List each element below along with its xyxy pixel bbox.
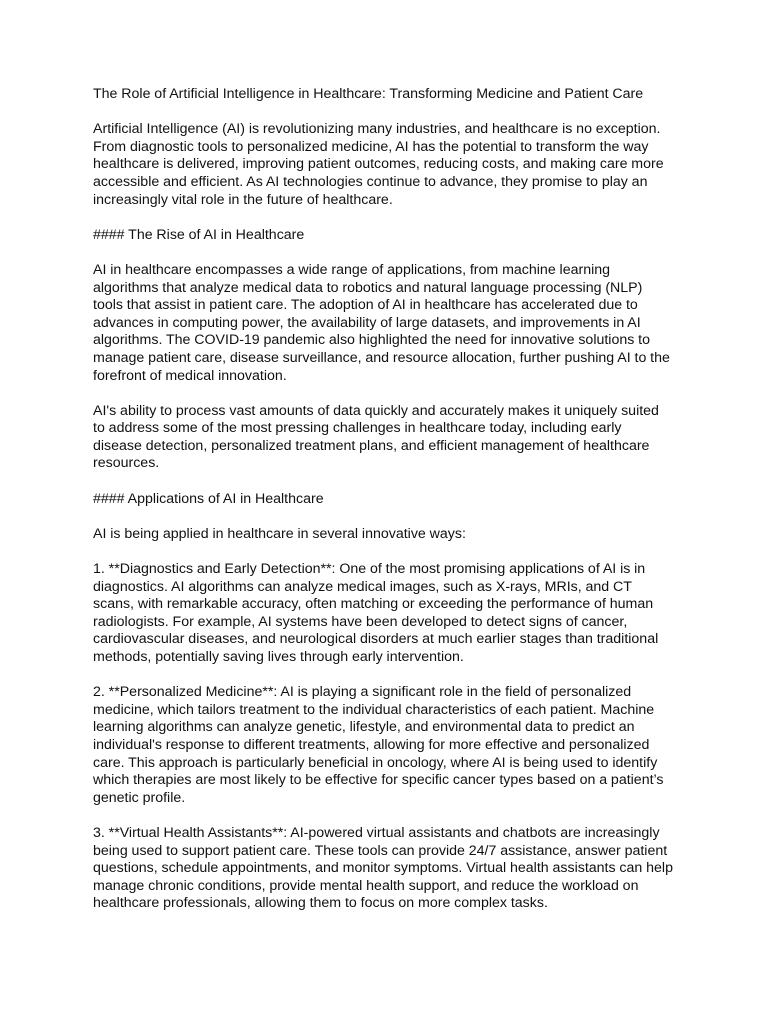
text-line: algorithms. The COVID-19 pandemic also highlighted the need for innovative solutions to bbox=[93, 332, 650, 349]
text-line: forefront of medical innovation. bbox=[93, 367, 287, 384]
paragraph bbox=[93, 526, 693, 544]
text-line: methods, potentially saving lives through early intervention. bbox=[93, 649, 464, 665]
text-line: accessible and efficient. As AI technologies continue to advance, they promise to play an bbox=[93, 173, 648, 190]
text-line: 1. **Diagnostics and Early Detection**: One of the most promising applications of AI is in bbox=[93, 561, 646, 578]
text-line: healthcare professionals, allowing them to focus on more complex tasks. bbox=[93, 895, 548, 912]
section-heading bbox=[93, 227, 693, 245]
text-line: AI is being applied in healthcare in several innovative ways: bbox=[93, 525, 466, 542]
text-line: learning algorithms can analyze genetic, lifestyle, and environmental data to predict an bbox=[93, 719, 635, 736]
text-line: scans, with remarkable accuracy, often matching or exceeding the performance of human bbox=[93, 596, 654, 613]
section-heading bbox=[93, 491, 693, 509]
text-line: advances in computing power, the availability of large datasets, and improvements in AI bbox=[93, 314, 641, 331]
document-title bbox=[93, 86, 693, 104]
text-line: healthcare is delivered, improving patient outcomes, reducing costs, and making care more bbox=[93, 156, 664, 173]
text-line: radiologists. For example, AI systems have been developed to detect signs of cancer, bbox=[93, 613, 628, 630]
text-line: resources. bbox=[93, 455, 160, 472]
text-line: disease detection, personalized treatment plans, and efficient management of healthcare bbox=[93, 437, 650, 454]
text-line: tools that assist in patient care. The adoption of AI in healthcare has accelerated due to bbox=[93, 297, 638, 314]
document-body bbox=[93, 86, 693, 913]
text-line: The Role of Artificial Intelligence in Healthcare: Transforming Medicine and Patient Care bbox=[93, 86, 644, 102]
text-line: cardiovascular diseases, and neurological disorders at much earlier stages than traditional bbox=[93, 631, 659, 648]
text-line: algorithms that analyze medical data to robotics and natural language processing (NLP) bbox=[93, 279, 643, 296]
text-line: increasingly vital role in the future of healthcare. bbox=[93, 191, 393, 208]
list-item bbox=[93, 825, 693, 913]
text-line: AI in healthcare encompasses a wide range of applications, from machine learning bbox=[93, 261, 611, 278]
text-line: manage patient care, disease surveillance, and resource allocation, further pushing AI to the bbox=[93, 349, 670, 366]
paragraph bbox=[93, 121, 693, 209]
text-line: questions, schedule appointments, and monitor symptoms. Virtual health assistants can help bbox=[93, 860, 673, 877]
paragraph bbox=[93, 403, 693, 473]
text-line: care. This approach is particularly beneficial in oncology, where AI is being used to identify bbox=[93, 754, 658, 771]
text-line: being used to support patient care. These tools can provide 24/7 assistance, answer patient bbox=[93, 842, 668, 859]
text-line: which therapies are most likely to be effective for specific cancer types based on a patient’s bbox=[93, 772, 664, 789]
text-line: From diagnostic tools to personalized medicine, AI has the potential to transform the way bbox=[93, 138, 649, 155]
text-line: individual's response to different treatments, allowing for more effective and personalized bbox=[93, 736, 650, 753]
text-line: Artificial Intelligence (AI) is revolutionizing many industries, and healthcare is no exception. bbox=[93, 121, 661, 138]
text-line: 2. **Personalized Medicine**: AI is playing a significant role in the field of personalized bbox=[93, 684, 632, 701]
text-line: #### The Rise of AI in Healthcare bbox=[93, 226, 305, 243]
text-line: diagnostics. AI algorithms can analyze medical images, such as X-rays, MRIs, and CT bbox=[93, 578, 632, 595]
text-line: AI's ability to process vast amounts of data quickly and accurately makes it uniquely suited bbox=[93, 402, 659, 419]
text-line: #### Applications of AI in Healthcare bbox=[93, 490, 324, 507]
list-item bbox=[93, 561, 693, 667]
list-item bbox=[93, 684, 693, 807]
text-line: genetic profile. bbox=[93, 789, 186, 806]
paragraph bbox=[93, 262, 693, 385]
text-line: manage chronic conditions, provide mental health support, and reduce the workload on bbox=[93, 877, 639, 894]
text-line: to address some of the most pressing challenges in healthcare today, including early bbox=[93, 420, 622, 437]
text-line: 3. **Virtual Health Assistants**: AI-powered virtual assistants and chatbots are increasingly bbox=[93, 824, 660, 841]
text-line: medicine, which tailors treatment to the individual characteristics of each patient. Machine bbox=[93, 701, 655, 718]
